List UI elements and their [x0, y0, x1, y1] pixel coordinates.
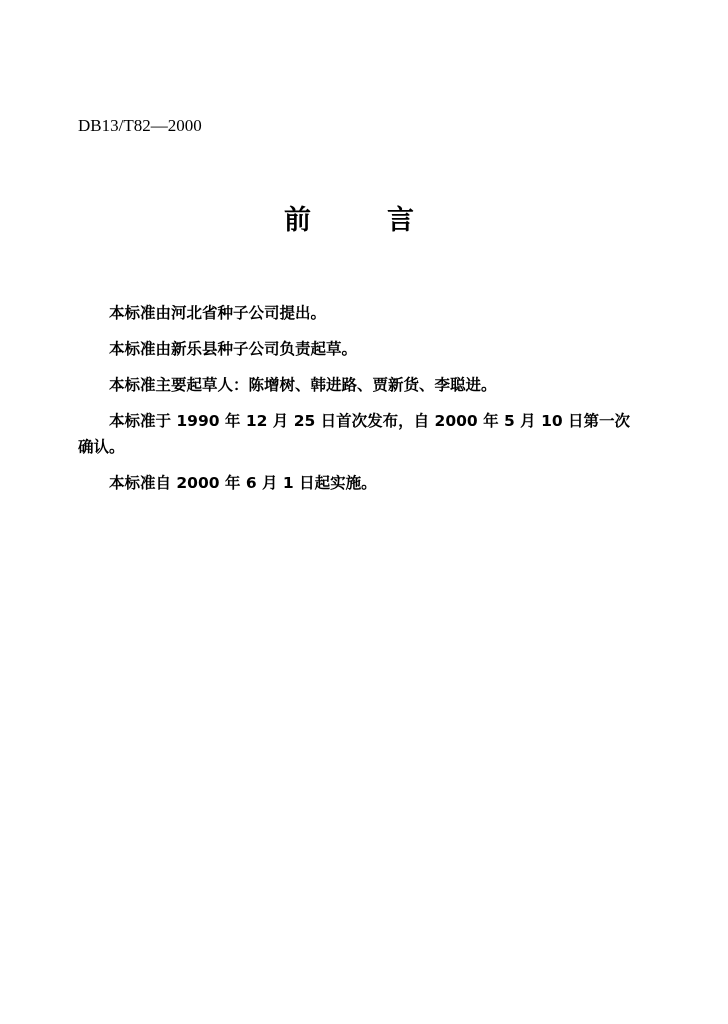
page-title-second-char: 言 — [387, 205, 414, 236]
page-title-first-char: 前 — [284, 205, 311, 236]
page-title — [284, 198, 414, 237]
paragraph-drafters: 本标准主要起草人：陈增树、韩进路、贾新货、李聪进。 — [109, 376, 497, 394]
paragraph-drafting-unit: 本标准由新乐县种子公司负责起草。 — [109, 340, 358, 358]
paragraph-release-history: 本标准于 1990 年 12 月 25 日首次发布，自 2000 年 5 月 10 日第一次确认。 — [78, 412, 631, 456]
paragraph-effective-date: 本标准自 2000 年 6 月 1 日起实施。 — [109, 474, 377, 492]
document-code: DB13/T82—2000 — [78, 116, 202, 135]
paragraph-proposer: 本标准由河北省种子公司提出。 — [109, 304, 327, 322]
foreword-body — [78, 300, 638, 506]
